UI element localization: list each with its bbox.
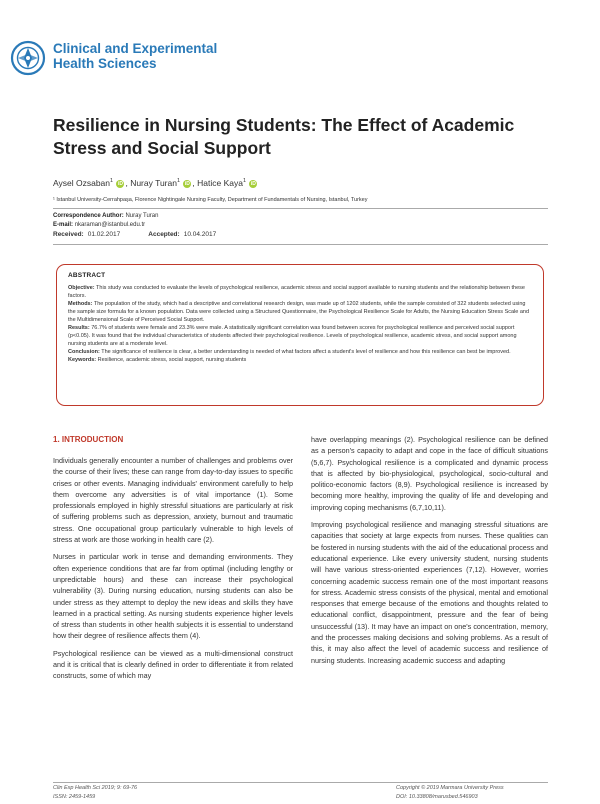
citation: Clin Exp Health Sci 2019; 9: 69-76	[53, 785, 138, 791]
author-affiliation-sup: 1	[110, 178, 114, 185]
author-affiliation-sup: 1	[242, 178, 247, 185]
abstract	[68, 272, 534, 364]
author-name: Aysel Ozsaban	[53, 178, 111, 188]
author-affiliation-sup: 1	[176, 178, 181, 185]
body-column-left	[53, 455, 293, 688]
journal-name-line2: Health Sciences	[53, 56, 157, 71]
abstract-methods: Methods: The population of the study, which had a descriptive and correlational research design, was made up of 1202 students, while the sample consisted of 322 students selected using the sample size formula for a known population. Data were collected using a Structured Questionnaire, the Psychological Resilience Scale for Adults, the Nursing Education Stress Scale and the Multidimensional Scale of Perceived Social Support.	[68, 301, 530, 323]
abstract-heading: ABSTRACT	[68, 272, 106, 279]
author-name: Hatice Kaya	[197, 178, 243, 188]
body-paragraph: Improving psychological resilience and managing stressful situations are capacities that society at large expects from nurses. These qualities can be fostered in nursing students with the aid of the educational process and educational experience. Like every university student, nursing students will have various stress-oriented experiences (7,12). However, worries concerning academic success remain one of the most important reasons for stress. Academic stress consists of the physical, mental and emotional responses that emerge because of the emotions and thoughts related to educational conflict, disappointment, pressure and the fear of being unsuccessful (13). It may have an impact on one's concentration, memory, and the processes making decisions and solving problems. As a result of this, it may also affect the level of academic success and resilience of nursing students. Increasing academic success and adapting	[311, 520, 548, 665]
doi[interactable]: DOI: 10.33808/marusbed.546903	[396, 793, 478, 800]
correspondence-email[interactable]: nkaraman@istanbul.edu.tr	[74, 221, 146, 228]
divider	[53, 244, 548, 245]
section-heading: 1. INTRODUCTION	[53, 435, 124, 444]
accepted-label: Accepted:	[148, 231, 180, 238]
abstract-conclusion: Conclusion: The significance of resilience is clear, a better understanding is needed of what factors affect a student's level of resilience and how this resilience can best be improved.	[68, 349, 511, 355]
abstract-objective: Objective: This study was conducted to evaluate the levels of psychological resilience, academic stress and social support available to nursing students and the relationship between these factors.	[68, 285, 525, 299]
footer-divider	[53, 782, 548, 783]
journal-name-line1: Clinical and Experimental	[53, 41, 218, 56]
affiliation: ¹ Istanbul University-Cerrahpaşa, Florence Nightingale Nursing Faculty, Department of Fundamentals of Nursing, Istanbul, Turkey	[53, 197, 368, 203]
orcid-icon[interactable]: iD	[250, 180, 256, 187]
orcid-icon[interactable]: iD	[184, 180, 190, 187]
body-paragraph: have overlapping meanings (2). Psychological resilience can be defined as a person's capacity to adapt and cope in the face of difficult situations (5,6,7). Psychological resilience is a complicated and dynamic process that is affected by bio-physiological, psychological, socio-cultural and politico-economic factors (8,9). Psychological resilience is increased by becoming more healthy, improving the quality of life and developing and improving coping mechanisms (6,7,10,11).	[311, 435, 548, 512]
orcid-icon[interactable]: iD	[117, 180, 123, 187]
abstract-results: Results: 76.7% of students were female and 23.3% were male. A statistically significant correlation was found between scores for psychological resilience and perceived social support (p<0.05). It was found that the individual characteristics of students affected their psychological resilience. Levels of psychological resilience, academic stress, and social support among nursing students are at a moderate level.	[68, 325, 517, 347]
author-name: Nuray Turan	[130, 178, 177, 188]
correspondence-author: Nuray Turan	[125, 213, 159, 219]
body-paragraph: Nurses in particular work in tense and demanding environments. They often experience conditions that are far from optimal (including lengthy or unpredictable hours) and these can increase their psychological vulnerability (3). During nursing education, nursing students can also be under stress as they attempt to deploy the new ideas and skills they have learned in a practical setting. As nursing students experience higher levels of stress than students in other health subjects it is essential to understand how their degree of resilience affects them (4).	[53, 552, 293, 641]
correspondence-block	[53, 212, 158, 229]
body-paragraph: Psychological resilience can be viewed as a multi-dimensional construct and it is critical that is clearly defined in order to differentiate it from related constructs, some of which may	[53, 648, 293, 681]
article-dates	[53, 231, 216, 238]
copyright: Copyright © 2019 Marmara University Press	[396, 785, 504, 791]
accepted-date: 10.04.2017	[183, 231, 217, 238]
footer-right	[396, 784, 504, 801]
author-list: Aysel Ozsaban$^1$ iD , Nuray Turan$^1$ iD , Hatice Kaya$^1$ iD	[53, 178, 256, 188]
journal-name	[53, 41, 217, 71]
body-column-right	[311, 434, 548, 672]
divider	[53, 208, 548, 209]
received-date: 01.02.2017	[87, 231, 121, 238]
received-label: Received:	[53, 231, 84, 238]
email-label: E-mail:	[53, 221, 74, 228]
issn: ISSN: 2459-1459	[53, 793, 96, 800]
journal-logo-icon	[10, 40, 46, 76]
body-paragraph: Individuals generally encounter a number of challenges and problems over the course of their lives; these can range from day-to-day issues to specific crises or other events. Managing individuals' environment carefully to help them overcome any adversities is of vital importance (1). Some professionals employed in highly stressful situations are particularly at risk of suffering problems such as depression, anxiety, burnout and traumatic stress. One occupational group particularly vulnerable to high levels of stress at work are those working in health care (2).	[53, 456, 293, 545]
article-title: Resilience in Nursing Students: The Effect of Academic Stress and Social Support	[53, 115, 515, 158]
abstract-keywords: Keywords: Resilience, academic stress, social support, nursing students	[68, 357, 247, 363]
correspondence-label: Correspondence Author:	[53, 213, 124, 219]
footer-left	[53, 784, 137, 801]
